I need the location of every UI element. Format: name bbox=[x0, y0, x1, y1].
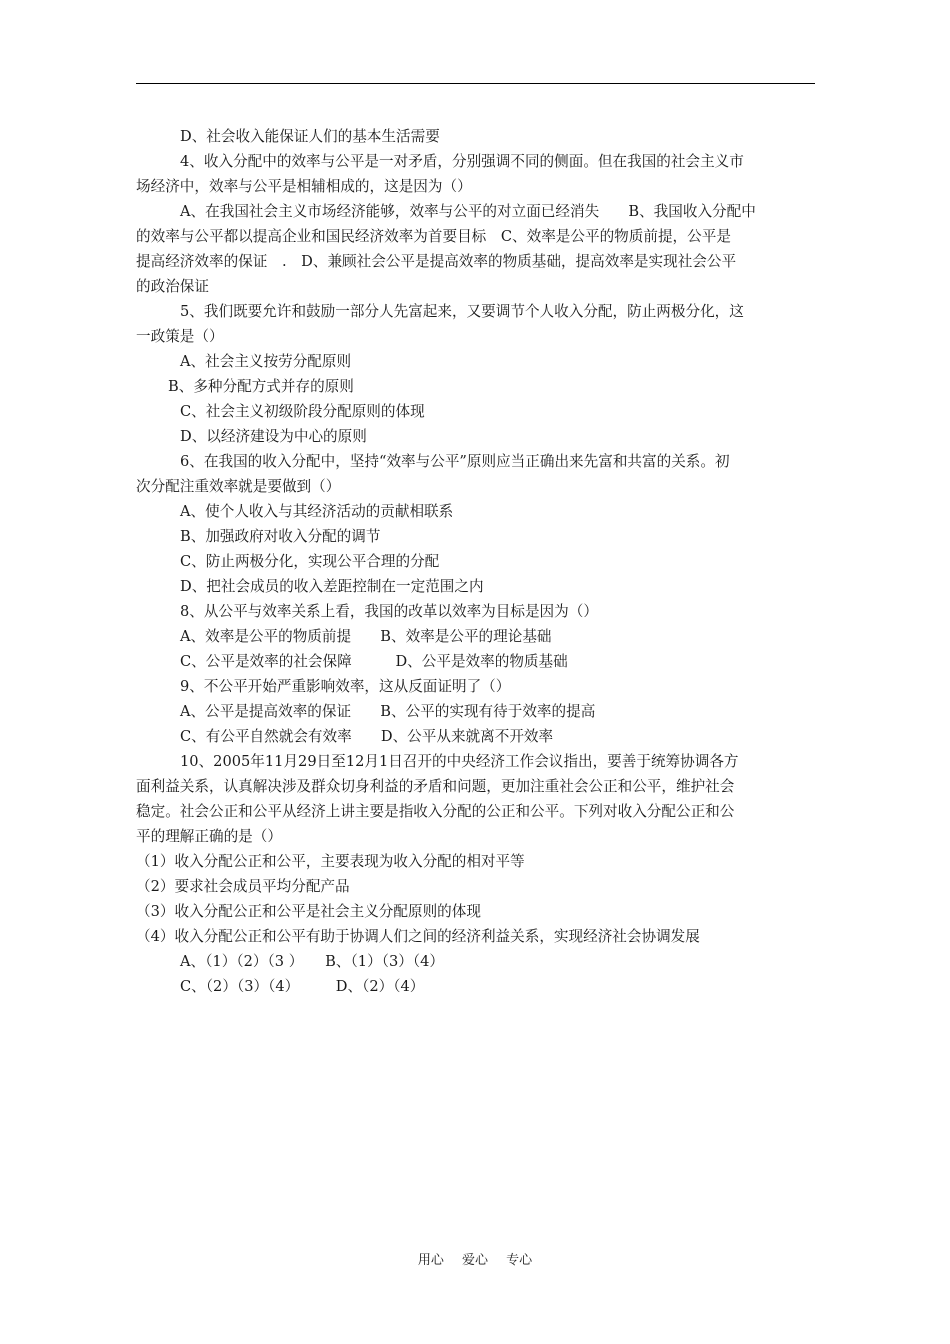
option-line: 的政治保证 bbox=[136, 278, 209, 295]
question-line: 稳定。社会公正和公平从经济上讲主要是指收入分配的公正和公平。下列对收入分配公正和公 bbox=[136, 803, 735, 820]
option-line: D、社会收入能保证人们的基本生活需要 bbox=[180, 128, 440, 145]
question-line: 5、我们既要允许和鼓励一部分人先富起来，又要调节个人收入分配，防止两极分化，这 bbox=[180, 303, 744, 320]
question-line: 8、从公平与效率关系上看，我国的改革以效率为目标是因为（） bbox=[180, 603, 598, 620]
question-line: 6、在我国的收入分配中，坚持“效率与公平”原则应当正确出来先富和共富的关系。初 bbox=[180, 453, 730, 470]
option-line: A、（1）（2）（3 ） B、（1）（3）（4） bbox=[180, 953, 445, 970]
document-body bbox=[136, 124, 815, 999]
option-line: A、社会主义按劳分配原则 bbox=[180, 353, 352, 370]
option-line: C、（2）（3）（4） D、（2）（4） bbox=[180, 978, 425, 995]
question-line: 一政策是（） bbox=[136, 328, 224, 345]
statement-line: （4）收入分配公正和公平有助于协调人们之间的经济利益关系，实现经济社会协调发展 bbox=[136, 928, 700, 945]
question-line: 面利益关系，认真解决涉及群众切身利益的矛盾和问题，更加注重社会公正和公平，维护社会 bbox=[136, 778, 735, 795]
statement-line: （3）收入分配公正和公平是社会主义分配原则的体现 bbox=[136, 903, 481, 920]
statement-line: （1）收入分配公正和公平，主要表现为收入分配的相对平等 bbox=[136, 853, 525, 870]
question-line: 平的理解正确的是（） bbox=[136, 828, 282, 845]
option-line: B、加强政府对收入分配的调节 bbox=[180, 528, 381, 545]
option-line: C、防止两极分化，实现公平合理的分配 bbox=[180, 553, 440, 570]
header-rule bbox=[136, 83, 815, 84]
option-line: C、社会主义初级阶段分配原则的体现 bbox=[180, 403, 425, 420]
option-line: A、公平是提高效率的保证 B、公平的实现有待于效率的提高 bbox=[180, 703, 596, 720]
footer-word: 爱心 bbox=[461, 1253, 488, 1268]
question-line: 次分配注重效率就是要做到（） bbox=[136, 478, 341, 495]
option-line: C、有公平自然就会有效率 D、公平从来就离不开效率 bbox=[180, 728, 554, 745]
question-line: 10、2005年11月29日至12月1日召开的中央经济工作会议指出，要善于统筹协调各方 bbox=[180, 753, 739, 770]
footer-word: 专心 bbox=[506, 1253, 533, 1268]
question-line: 场经济中，效率与公平是相辅相成的，这是因为（） bbox=[136, 178, 472, 195]
option-line: D、以经济建设为中心的原则 bbox=[180, 428, 367, 445]
option-line: A、使个人收入与其经济活动的贡献相联系 bbox=[180, 503, 454, 520]
option-line: 提高经济效率的保证 . D、兼顾社会公平是提高效率的物质基础，提高效率是实现社会公平 bbox=[136, 253, 737, 270]
question-line: 9、不公平开始严重影响效率，这从反面证明了（） bbox=[180, 678, 511, 695]
question-line: 4、收入分配中的效率与公平是一对矛盾，分别强调不同的侧面。但在我国的社会主义市 bbox=[180, 153, 744, 170]
option-line: C、公平是效率的社会保障 D、公平是效率的物质基础 bbox=[180, 653, 568, 670]
option-line: D、把社会成员的收入差距控制在一定范围之内 bbox=[180, 578, 484, 595]
option-line: 的效率与公平都以提高企业和国民经济效率为首要目标 C、效率是公平的物质前提，公平是 bbox=[136, 228, 731, 245]
option-line: A、效率是公平的物质前提 B、效率是公平的理论基础 bbox=[180, 628, 552, 645]
option-line: B、多种分配方式并存的原则 bbox=[168, 378, 354, 395]
statement-line: （2）要求社会成员平均分配产品 bbox=[136, 878, 350, 895]
footer-word: 用心 bbox=[417, 1253, 444, 1268]
page-footer bbox=[0, 1249, 950, 1268]
option-line: A、在我国社会主义市场经济能够，效率与公平的对立面已经消失 B、我国收入分配中 bbox=[180, 203, 756, 220]
